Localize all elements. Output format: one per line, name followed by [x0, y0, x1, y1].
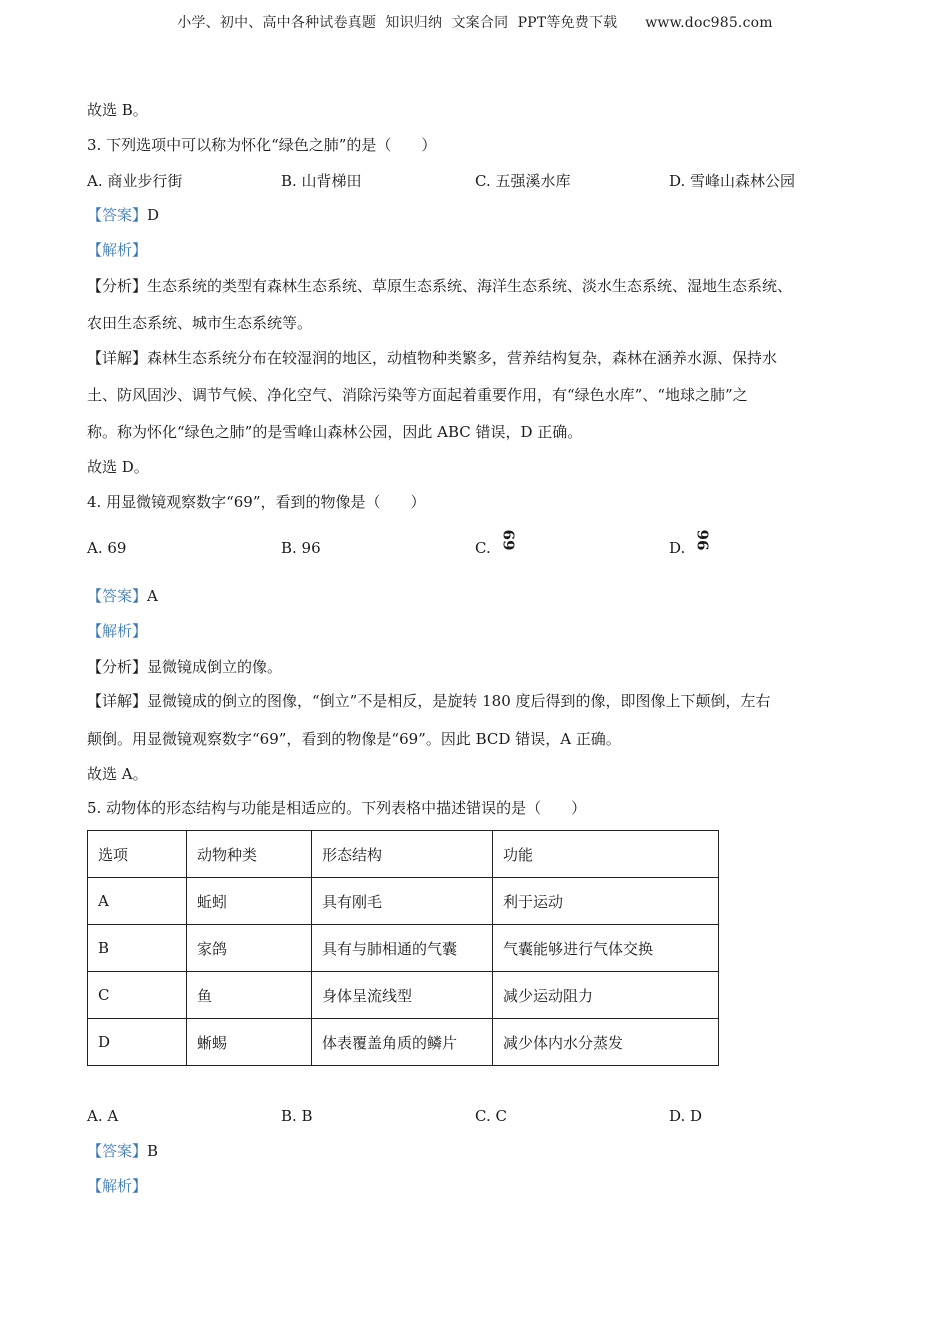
q5-option-a: A. A [87, 1107, 119, 1125]
table-header-cell: 动物种类 [187, 831, 312, 878]
q4-fenxi-line-1: 【分析】显微镜成倒立的像。 [87, 658, 283, 676]
q4-option-b: B. 96 [281, 539, 321, 557]
table-row [88, 878, 719, 925]
q3-result: 故选 D。 [87, 458, 149, 476]
q5-stem: 5. 动物体的形态结构与功能是相适应的。下列表格中描述错误的是（ ） [87, 799, 587, 817]
q3-xiangjie-line-1: 【详解】森林生态系统分布在较湿润的地区，动植物种类繁多，营养结构复杂，森林在涵养水源、保持水 [87, 349, 778, 367]
q3-answer [87, 205, 159, 225]
table-cell: 气囊能够进行气体交换 [493, 925, 719, 972]
table-cell: 体表覆盖角质的鳞片 [312, 1019, 493, 1066]
q4-option-c: C. 69 [475, 529, 519, 557]
q3-stem: 3. 下列选项中可以称为怀化“绿色之肺”的是（ ） [87, 136, 437, 154]
page-header: 小学、初中、高中各种试卷真题 知识归纳 文案合同 PPT等免费下载 www.doc985.com [177, 15, 773, 31]
answer-value: D [147, 206, 160, 224]
table-cell: 家鸽 [187, 925, 312, 972]
table-cell: 减少体内水分蒸发 [493, 1019, 719, 1066]
q5-option-d: D. D [669, 1107, 703, 1125]
q4-stem: 4. 用显微镜观察数字“69”，看到的物像是（ ） [87, 493, 426, 511]
table-cell: A [88, 878, 187, 925]
rotated-96-glyph: 96 [694, 529, 713, 551]
q3-option-a: A. 商业步行街 [87, 172, 183, 190]
table-row [88, 972, 719, 1019]
q3-option-d: D. 雪峰山森林公园 [669, 172, 796, 190]
table-cell: 蜥蜴 [187, 1019, 312, 1066]
rotated-69-glyph: 69 [500, 529, 519, 551]
table-row [88, 1019, 719, 1066]
table-header-cell: 形态结构 [312, 831, 493, 878]
q5-option-b: B. B [281, 1107, 313, 1125]
q5-options [87, 1107, 877, 1129]
q3-option-c: C. 五强溪水库 [475, 172, 571, 190]
table-cell: C [88, 972, 187, 1019]
table-cell: 利于运动 [493, 878, 719, 925]
q3-option-b: B. 山背梯田 [281, 172, 362, 190]
q4-option-a: A. 69 [87, 539, 127, 557]
q4-result: 故选 A。 [87, 765, 148, 783]
table-cell: 蚯蚓 [187, 878, 312, 925]
q5-option-c: C. C [475, 1107, 507, 1125]
answer-tag: 【答案】 [87, 206, 148, 224]
q3-options [87, 170, 877, 192]
q4-options [87, 529, 877, 561]
q4-answer: 【答案】A [87, 587, 158, 605]
q5-answer: 【答案】B [87, 1142, 159, 1160]
animal-structure-table [87, 830, 719, 1066]
table-cell: B [88, 925, 187, 972]
q4-xiangjie-line-2: 颠倒。用显微镜观察数字“69”，看到的物像是“69”。因此 BCD 错误，A 正确。 [87, 730, 621, 748]
table-row [88, 925, 719, 972]
table-cell: 具有刚毛 [312, 878, 493, 925]
table-header-cell: 选项 [88, 831, 187, 878]
q4-analysis-tag: 【解析】 [87, 622, 148, 640]
q4-xiangjie-line-1: 【详解】显微镜成的倒立的图像，“倒立”不是相反，是旋转 180 度后得到的像，即图像上下颠倒，左右 [87, 692, 771, 710]
table-cell: 具有与肺相通的气囊 [312, 925, 493, 972]
table-cell: D [88, 1019, 187, 1066]
table-cell: 身体呈流线型 [312, 972, 493, 1019]
q2-result: 故选 B。 [87, 101, 148, 119]
table-cell: 鱼 [187, 972, 312, 1019]
table-header-cell: 功能 [493, 831, 719, 878]
q4-option-d: D. 96 [669, 529, 713, 557]
q3-fenxi-line-2: 农田生态系统、城市生态系统等。 [87, 314, 313, 332]
q3-xiangjie-line-3: 称。称为怀化“绿色之肺”的是雪峰山森林公园，因此 ABC 错误，D 正确。 [87, 423, 583, 441]
table-header-row [88, 831, 719, 878]
q5-analysis-tag: 【解析】 [87, 1177, 148, 1195]
table-cell: 减少运动阻力 [493, 972, 719, 1019]
q3-fenxi-line-1: 【分析】生态系统的类型有森林生态系统、草原生态系统、海洋生态系统、淡水生态系统、湿地生态系统、 [87, 277, 793, 295]
q3-xiangjie-line-2: 土、防风固沙、调节气候、净化空气、消除污染等方面起着重要作用，有“绿色水库”、“地球之肺”之 [87, 386, 748, 404]
q3-analysis-tag: 【解析】 [87, 241, 148, 259]
